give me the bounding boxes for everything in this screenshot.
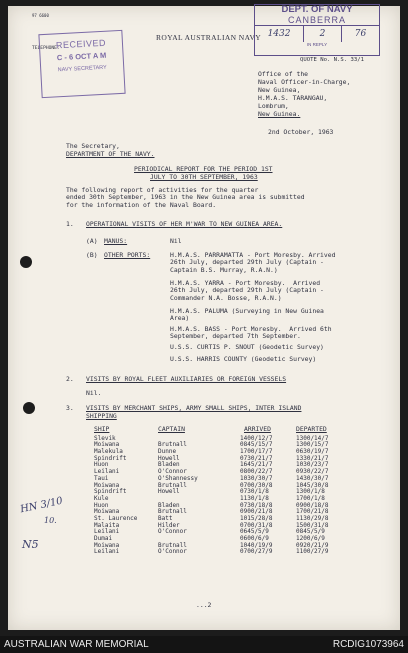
departed-time: 1300/1/8	[296, 488, 325, 496]
ship-name: Malekula	[94, 448, 123, 456]
ship-name: Moiwana	[94, 508, 120, 516]
departed-time: 1700/1/8	[296, 494, 325, 502]
port-visit: U.S.S. CURTIS P. SNOUT (Geodetic Survey)	[170, 343, 324, 351]
ship-name: Spindrift	[94, 488, 127, 496]
ship-name: Slevik	[94, 434, 116, 442]
arrived-time: 1645/21/7	[240, 461, 273, 469]
ship-name: Leilani	[94, 468, 120, 476]
departed-time: 0630/19/7	[296, 448, 329, 456]
arrived-time: 1040/19/9	[240, 541, 273, 549]
manus-key: MANUS:	[104, 237, 128, 245]
section-3-heading-line-2: SHIPPING	[86, 412, 117, 420]
punch-hole-top	[20, 256, 32, 268]
departed-time: 0930/22/7	[296, 468, 329, 476]
captain-name: Howell	[158, 488, 180, 496]
port-visit: H.M.A.S. PARRAMATTA - Port Moresby. Arrived 26th July, departed 29th July (Captain - Captain B.S. Murray, R.A.N.)	[170, 251, 336, 274]
department-stamp	[254, 4, 380, 56]
captain-name: Bladen	[158, 501, 180, 509]
arrived-time: 1015/28/8	[240, 514, 273, 522]
handwritten-note: HN 3/10	[19, 495, 64, 516]
departed-time: 1130/29/8	[296, 514, 329, 522]
section-3-heading-line-1: VISITS BY MERCHANT SHIPS, ARMY SMALL SHIPS, INTER ISLAND	[86, 404, 302, 412]
section-3-number: 3.	[66, 404, 74, 412]
letter-date: 2nd October, 1963	[268, 128, 334, 136]
footer-identifier: RCDIG1073964	[332, 639, 404, 650]
departed-time: 1200/6/9	[296, 535, 325, 542]
ship-name: Moiwana	[94, 481, 120, 489]
received-date: C - 6 OCT A M	[56, 50, 107, 63]
departed-time: 1700/21/8	[296, 508, 329, 516]
ship-name: St. Laurence	[94, 514, 138, 522]
ship-name: Spindrift	[94, 454, 127, 462]
captain-name: Dunne	[158, 448, 177, 456]
captain-name: Brutnall	[158, 441, 187, 449]
received-label: RECEIVED	[55, 37, 107, 51]
section-2-number: 2.	[66, 375, 74, 383]
section-2-heading: VISITS BY ROYAL FLEET AUXILIARIES OR FOREIGN VESSELS	[86, 375, 287, 383]
arrived-time: 0730/21/7	[240, 454, 273, 462]
quote-number: QUOTE No. N.S. 33/1	[300, 57, 364, 63]
address-line: Lombrum,	[258, 102, 289, 110]
handwritten-note: N5	[22, 538, 39, 551]
report-title-line-2: JULY TO 30TH SEPTEMBER, 1963	[150, 173, 258, 181]
shipping-table	[94, 426, 346, 556]
captain-name: Brutnall	[158, 481, 187, 489]
captain-name: Brutnall	[158, 508, 187, 516]
captain-name: O'Connor	[158, 528, 187, 536]
other-ports-key: OTHER PORTS:	[104, 251, 151, 259]
port-visit: H.M.A.S. PALUMA (Surveying in New Guinea Area)	[170, 307, 324, 323]
departed-time: 0920/21/9	[296, 541, 329, 549]
arrived-time: 0730/1/8	[240, 488, 269, 496]
ship-name: Leilani	[94, 528, 120, 536]
column-header-captain: CAPTAIN	[158, 425, 185, 433]
arrived-time: 0800/22/7	[240, 468, 273, 476]
departed-time: 1500/31/8	[296, 521, 329, 529]
captain-name: O'Connor	[158, 548, 187, 556]
departed-time: 1300/15/7	[296, 441, 329, 449]
section-1-number: 1.	[66, 220, 74, 228]
port-visit: H.M.A.S. YARRA - Port Moresby. Arrived 26th July, departed 29th July (Captain - Commander N.A. Bosse, R.A.N.)	[170, 279, 324, 302]
arrived-time: 1130/1/8	[240, 494, 269, 502]
departed-time: 1030/23/7	[296, 461, 329, 469]
address-line: Naval Officer-in-Charge,	[258, 78, 351, 86]
received-department: NAVY SECRETARY	[57, 64, 107, 74]
arrived-time: 1400/12/7	[240, 434, 273, 442]
column-header-ship: SHIP	[94, 425, 110, 433]
ship-name: Dumai	[94, 535, 113, 542]
port-visit: H.M.A.S. BASS - Port Moresby. Arrived 6th September, departed 7th September.	[170, 325, 332, 341]
arrived-time: 0700/30/8	[240, 481, 273, 489]
arrived-time: 0730/18/8	[240, 501, 273, 509]
stamp-dept-line: DEPT. OF NAVY	[281, 4, 353, 15]
address-line: H.M.A.S. TARANGAU,	[258, 94, 328, 102]
ship-name: Moiwana	[94, 541, 120, 549]
departed-time: 1300/14/7	[296, 434, 329, 442]
departed-time: 1430/30/7	[296, 474, 329, 482]
departed-time: 1330/21/7	[296, 454, 329, 462]
manus-value: Nil	[170, 237, 182, 245]
arrived-time: 0700/27/9	[240, 548, 273, 556]
column-header-departed: DEPARTED	[296, 425, 327, 433]
ship-name: Moiwana	[94, 441, 120, 449]
ship-name: Malaita	[94, 521, 120, 529]
stamp-file-part: 2	[304, 26, 342, 42]
arrived-time: 0600/6/9	[240, 535, 269, 542]
footer-source: AUSTRALIAN WAR MEMORIAL	[4, 639, 149, 650]
other-ports-label: (B)	[86, 251, 98, 259]
table-body	[94, 436, 346, 556]
punch-hole-bottom	[23, 402, 35, 414]
captain-name: Bladen	[158, 461, 180, 469]
received-stamp	[38, 30, 125, 98]
section-1-heading: OPERATIONAL VISITS OF HER M'WAR TO NEW GUINEA AREA.	[86, 220, 283, 228]
arrived-time: 0645/5/9	[240, 528, 269, 536]
report-intro: The following report of activities for the quarter ended 30th September, 1963 in the New Guinea area is submitted for the information of the Naval Board.	[66, 186, 305, 209]
departed-time: 1100/27/9	[296, 548, 329, 556]
archive-footer	[0, 636, 408, 653]
captain-name: O'Shannessy	[158, 474, 198, 482]
telephone-label: TELEPHONE:	[32, 46, 60, 51]
captain-name: Brutnall	[158, 541, 187, 549]
arrived-time: 0845/15/7	[240, 441, 273, 449]
arrived-time: 1030/30/7	[240, 474, 273, 482]
table-header	[94, 426, 346, 433]
section-2-value: Nil.	[86, 389, 102, 397]
ship-name: Kule	[94, 494, 109, 502]
arrived-time: 0900/21/8	[240, 508, 273, 516]
form-number: 97 6600	[32, 13, 49, 18]
stamp-file-folio: 76	[354, 29, 367, 39]
ship-name: Huon	[94, 501, 109, 509]
handwritten-note: 10.	[44, 516, 57, 525]
ship-name: Huon	[94, 461, 109, 469]
captain-name: Batt	[158, 514, 173, 522]
arrived-time: 0700/31/8	[240, 521, 273, 529]
address-line: Office of the	[258, 70, 309, 78]
departed-time: 1045/30/8	[296, 481, 329, 489]
stamp-city-line: CANBERRA	[287, 15, 346, 25]
port-visit: U.S.S. HARRIS COUNTY (Geodetic Survey)	[170, 355, 317, 363]
manus-label: (A)	[86, 237, 98, 245]
captain-name: Howell	[158, 454, 180, 462]
captain-name: Hilder	[158, 521, 180, 529]
departed-time: 0900/18/8	[296, 501, 329, 509]
addressee-title: The Secretary,	[66, 142, 120, 150]
arrived-time: 1700/17/7	[240, 448, 273, 456]
address-line: New Guinea.	[258, 110, 301, 118]
departed-time: 0845/5/9	[296, 528, 325, 536]
address-line: New Guinea,	[258, 86, 301, 94]
report-title-line-1: PERIODICAL REPORT FOR THE PERIOD 1ST	[134, 165, 273, 173]
letterhead-title: ROYAL AUSTRALIAN NAVY	[156, 33, 262, 42]
ship-name: Leilani	[94, 548, 120, 556]
page-continuation: ...2	[196, 601, 212, 609]
captain-name: O'Connor	[158, 468, 187, 476]
table-row	[94, 549, 346, 556]
stamp-file-number: 1432	[255, 26, 304, 42]
stamp-in-reply: IN REPLY	[306, 42, 328, 47]
addressee-department: DEPARTMENT OF THE NAVY.	[66, 150, 155, 158]
column-header-arrived: ARRIVED	[244, 425, 271, 433]
ship-name: Taui	[94, 474, 109, 482]
